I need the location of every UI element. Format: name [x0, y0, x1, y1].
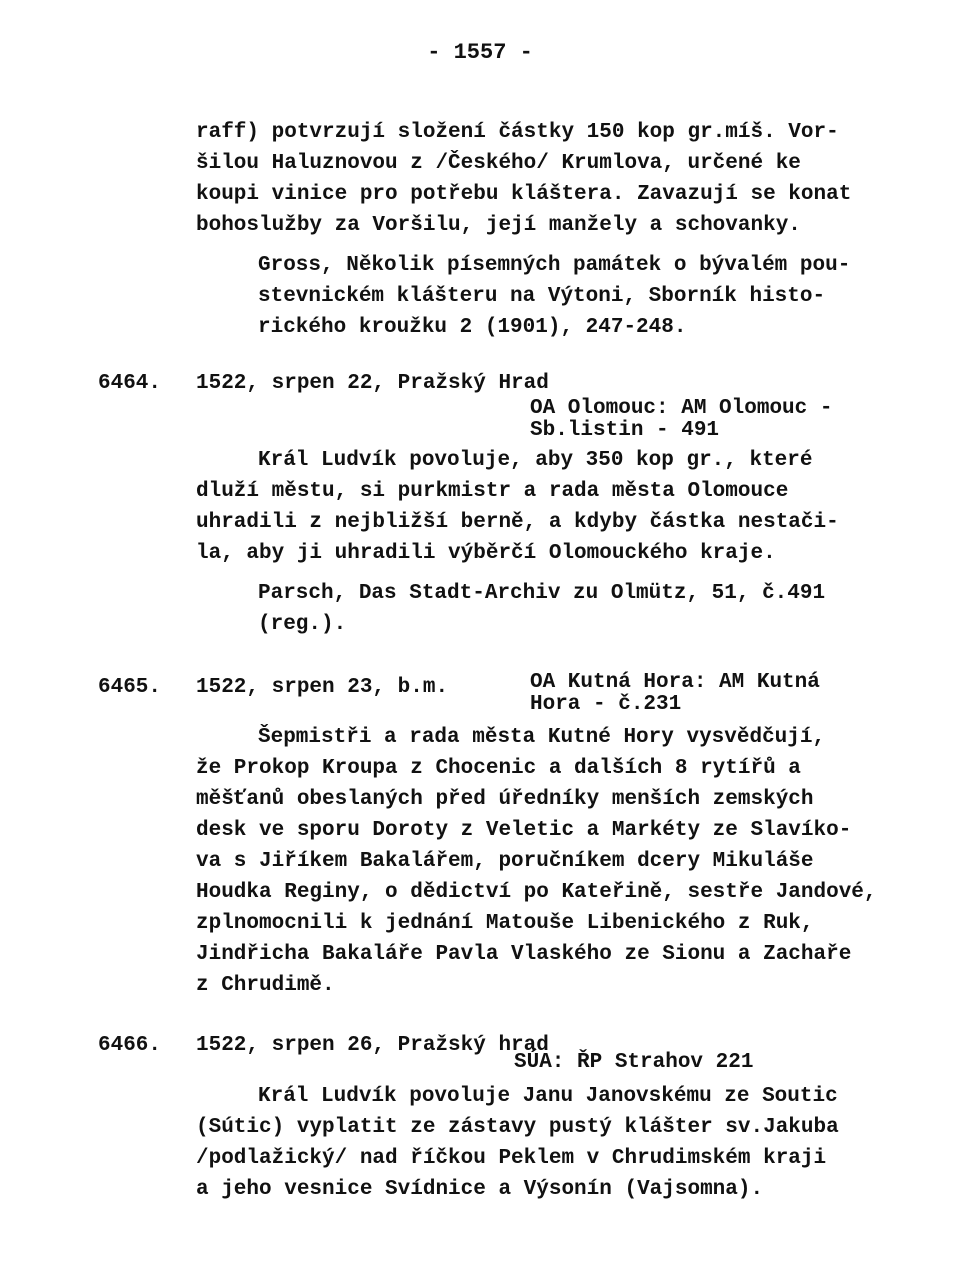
text-line: šilou Haluznovou z /Českého/ Krumlova, určené ke: [196, 152, 801, 175]
entry-source: Hora - č.231: [530, 693, 682, 716]
text-line: že Prokop Kroupa z Chocenic a dalších 8 rytířů a: [196, 757, 801, 780]
text-line: (Sútic) vyplatit ze zástavy pustý klášter sv.Jakuba: [196, 1116, 839, 1139]
text-line: raff) potvrzují složení částky 150 kop gr.míš. Vor-: [196, 121, 839, 144]
entry-header: 1522, srpen 22, Pražský Hrad: [196, 372, 549, 395]
text-line: stevnickém klášteru na Výtoni, Sborník histo-: [258, 285, 826, 308]
text-line: Šepmistři a rada města Kutné Hory vysvědčují,: [258, 726, 826, 749]
literature-line: (reg.).: [258, 613, 347, 636]
text-line: zplnomocnili k jednání Matouše Libenického z Ruk,: [196, 912, 814, 935]
entry-source: Sb.listin - 491: [530, 419, 720, 442]
text-line: měšťanů obeslaných před úředníky menších zemských: [196, 788, 814, 811]
text-line: Král Ludvík povoluje Janu Janovskému ze Soutic: [258, 1085, 838, 1108]
entry-number: 6465.: [98, 676, 162, 699]
entry-source: OA Kutná Hora: AM Kutná: [530, 671, 820, 694]
text-line: va s Jiříkem Bakalářem, poručníkem dcery Mikuláše: [196, 850, 814, 873]
entry-number: 6466.: [98, 1034, 162, 1057]
text-line: Jindřicha Bakaláře Pavla Vlaského ze Sionu a Zachaře: [196, 943, 852, 966]
text-line: z Chrudimě.: [196, 974, 335, 997]
text-line: la, aby ji uhradili výběrčí Olomouckého kraje.: [196, 542, 776, 565]
text-line: /podlažický/ nad říčkou Peklem v Chrudimském kraji: [196, 1147, 827, 1170]
entry-number: 6464.: [98, 372, 162, 395]
text-line: koupi vinice pro potřebu kláštera. Zavazují se konat: [196, 183, 852, 206]
entry-source: OA Olomouc: AM Olomouc -: [530, 397, 833, 420]
text-line: uhradili z nejbližší berně, a kdyby částka nestači-: [196, 511, 839, 534]
text-line: bohoslužby za Voršilu, její manžely a schovanky.: [196, 214, 801, 237]
text-line: desk ve sporu Doroty z Veletic a Markéty ze Slavíko-: [196, 819, 852, 842]
text-line: Houdka Reginy, o dědictví po Kateřině, sestře Jandové,: [196, 881, 877, 904]
text-line: dluží městu, si purkmistr a rada města Olomouce: [196, 480, 789, 503]
text-line: Král Ludvík povoluje, aby 350 kop gr., které: [258, 449, 813, 472]
entry-header: 1522, srpen 26, Pražský hrad: [196, 1034, 549, 1057]
literature-line: Parsch, Das Stadt-Archiv zu Olmütz, 51, č.491: [258, 582, 826, 605]
entry-source: SÚA: ŘP Strahov 221: [514, 1051, 754, 1074]
entry-header: 1522, srpen 23, b.m.: [196, 676, 449, 699]
text-line: Gross, Několik písemných památek o bývalém pou-: [258, 254, 851, 277]
text-line: rického kroužku 2 (1901), 247-248.: [258, 316, 687, 339]
text-line: a jeho vesnice Svídnice a Výsonín (Vajsomna).: [196, 1178, 764, 1201]
page-number: - 1557 -: [427, 40, 533, 65]
